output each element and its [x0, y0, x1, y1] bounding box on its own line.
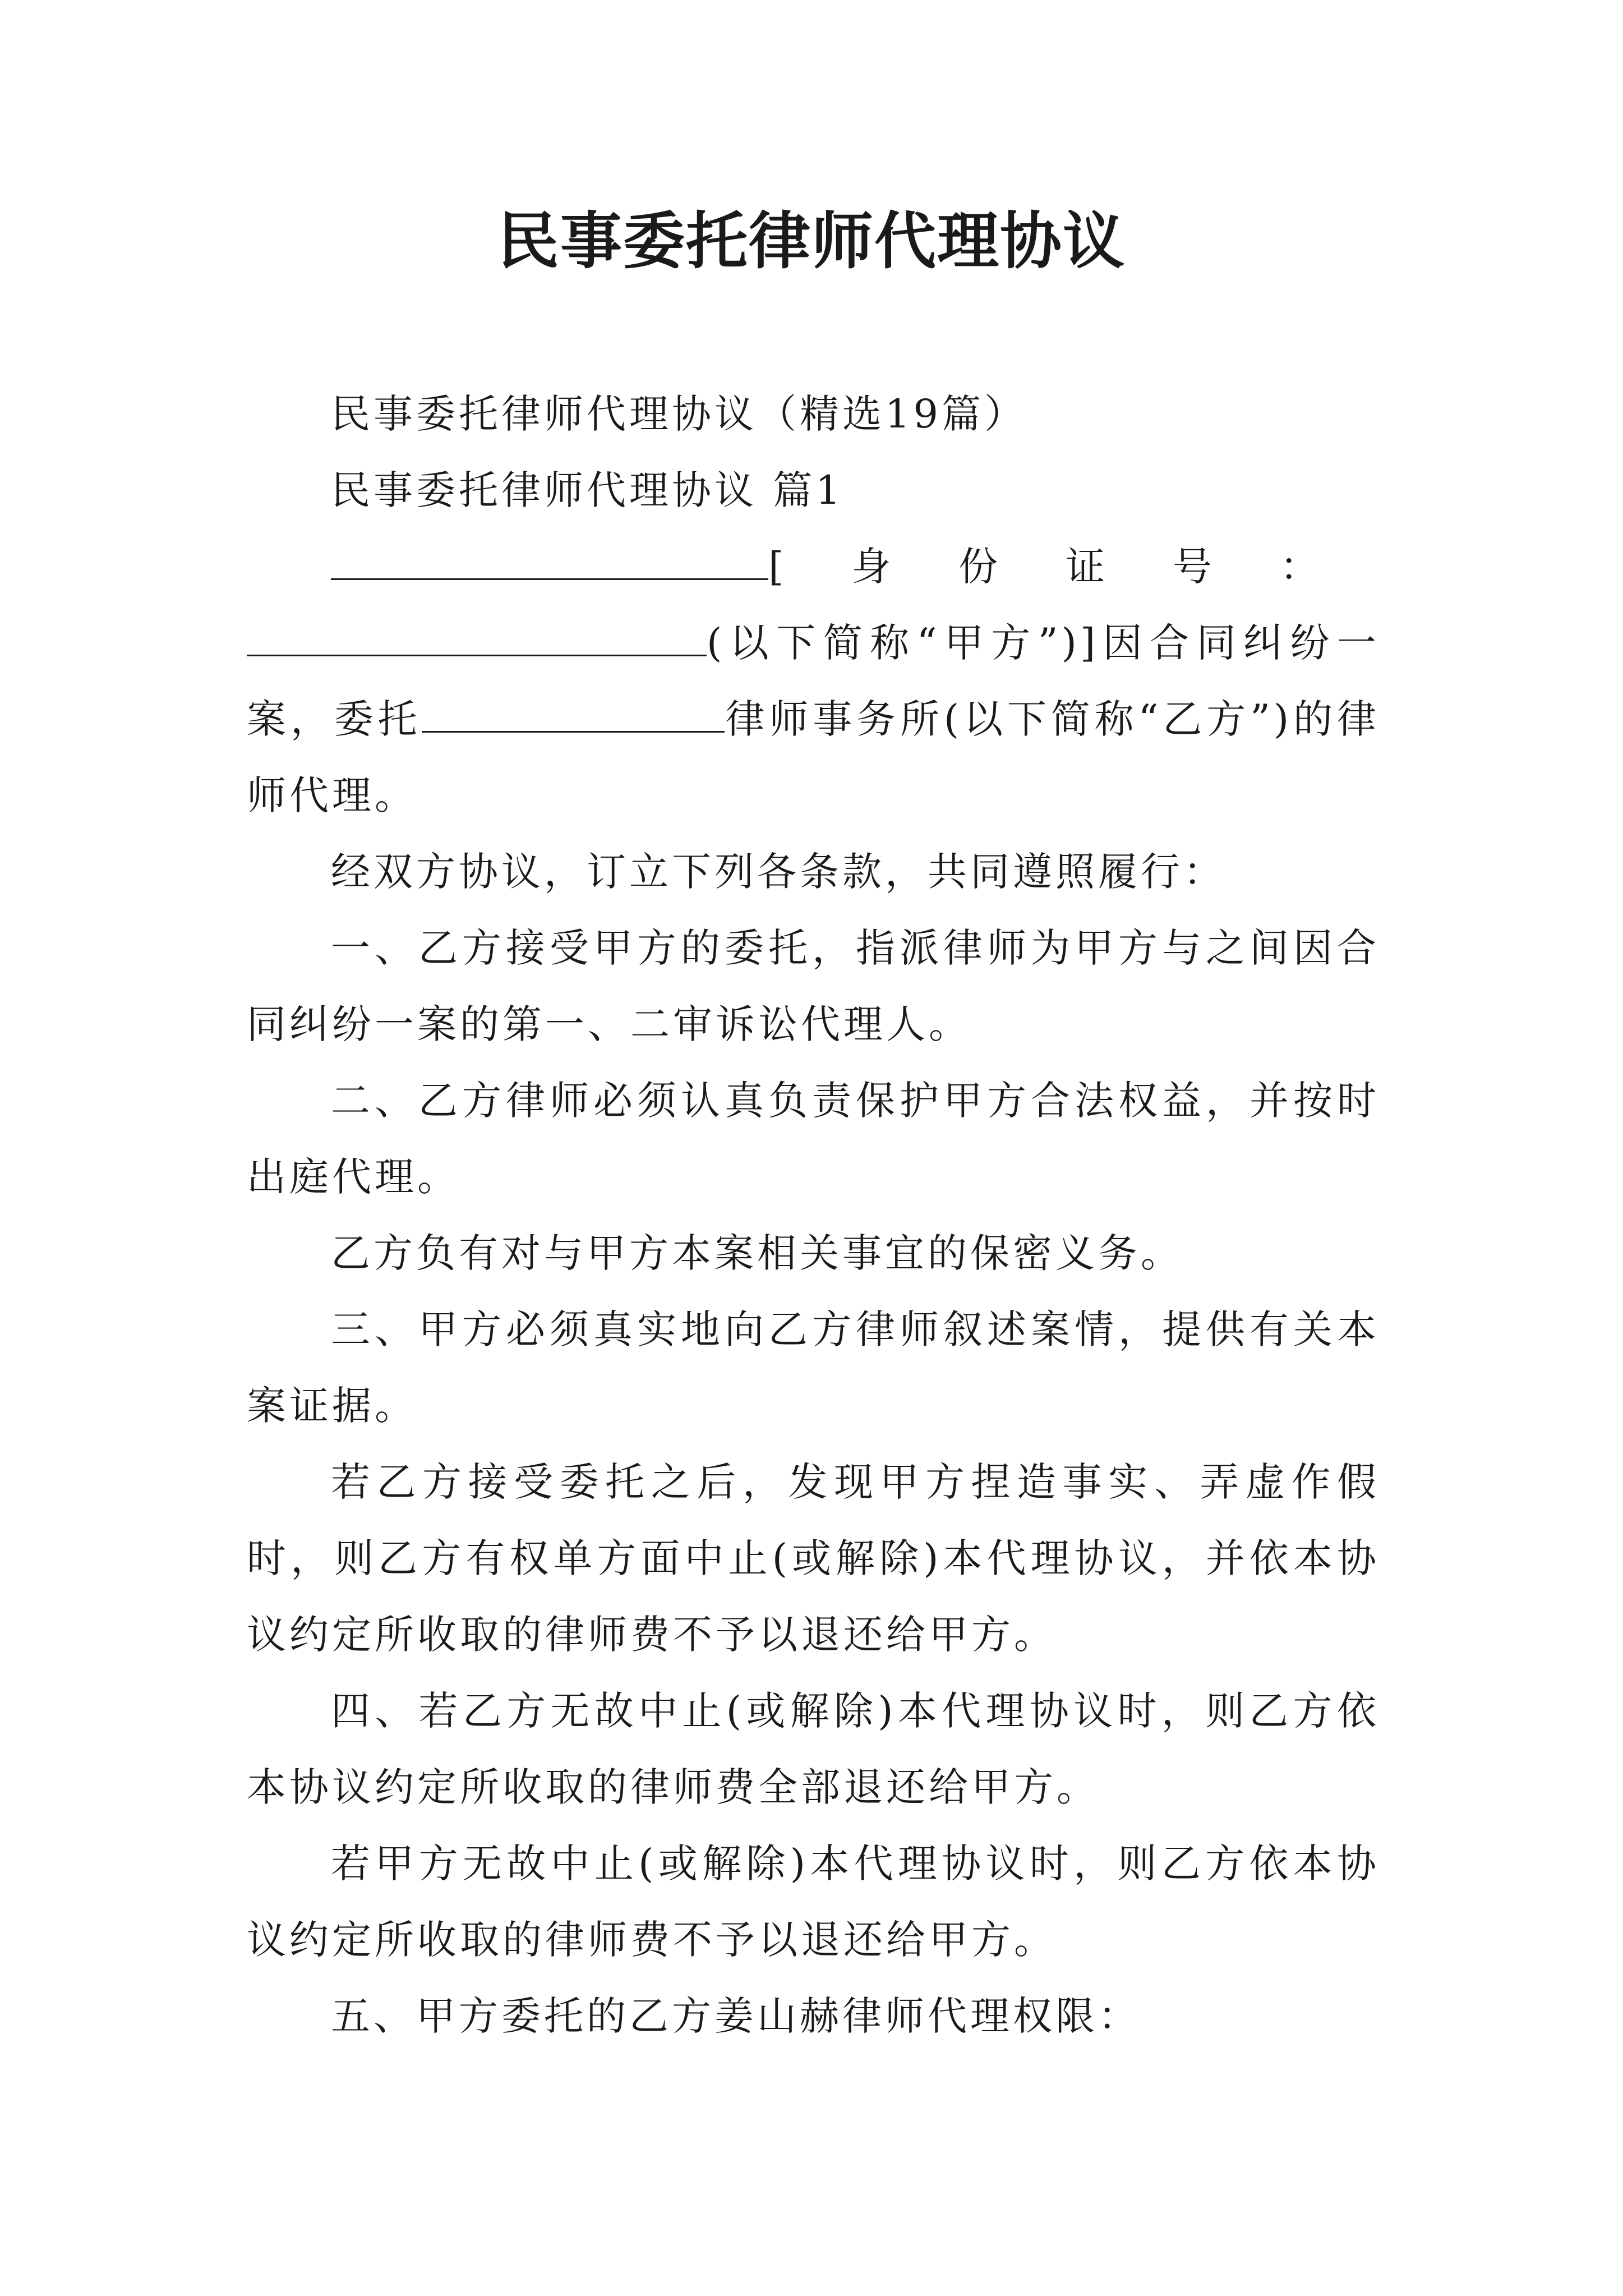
id-prefix: [身份证号： — [768, 544, 1380, 590]
party-a-suffix: (以下简称“甲方”)]因合同纠纷一案，委托 — [247, 620, 1380, 742]
section-heading: 民事委托律师代理协议 篇1 — [331, 467, 844, 513]
paragraph: 一、乙方接受甲方的委托，指派律师为甲方与之间因合同纠纷一案的第一、二审诉讼代理人。 — [247, 925, 1380, 1047]
paragraph: 经双方协议，订立下列各条款，共同遵照履行： — [331, 849, 1226, 895]
paragraph: 若甲方无故中止(或解除)本代理协议时，则乙方依本协议约定所收取的律师费不予以退还给甲方。 — [247, 1841, 1380, 1963]
party-a-name-blank — [331, 546, 768, 580]
law-firm-name-blank — [422, 698, 725, 733]
document-body — [247, 376, 1380, 2054]
intro-paragraph — [247, 528, 1380, 834]
paragraph: 若乙方接受委托之后，发现甲方捏造事实、弄虚作假时，则乙方有权单方面中止(或解除)本代理协议，并依本协议约定所收取的律师费不予以退还给甲方。 — [247, 1459, 1380, 1658]
party-b-suffix: 律师事务所(以下简称“乙方”)的律师代理。 — [247, 696, 1380, 818]
paragraph: 五、甲方委托的乙方姜山赫律师代理权限： — [331, 1993, 1141, 2039]
paragraph: 四、若乙方无故中止(或解除)本代理协议时，则乙方依本协议约定所收取的律师费全部退还给甲方。 — [247, 1688, 1380, 1810]
paragraph: 二、乙方律师必须认真负责保护甲方合法权益，并按时出庭代理。 — [247, 1078, 1380, 1200]
paragraph: 三、甲方必须真实地向乙方律师叙述案情，提供有关本案证据。 — [247, 1306, 1380, 1429]
id-number-blank — [247, 622, 707, 656]
document-title: 民事委托律师代理协议 — [497, 205, 1126, 277]
paragraph: 乙方负有对与甲方本案相关事宜的保密义务。 — [331, 1230, 1183, 1276]
document-subtitle: 民事委托律师代理协议（精选19篇） — [331, 391, 1027, 437]
